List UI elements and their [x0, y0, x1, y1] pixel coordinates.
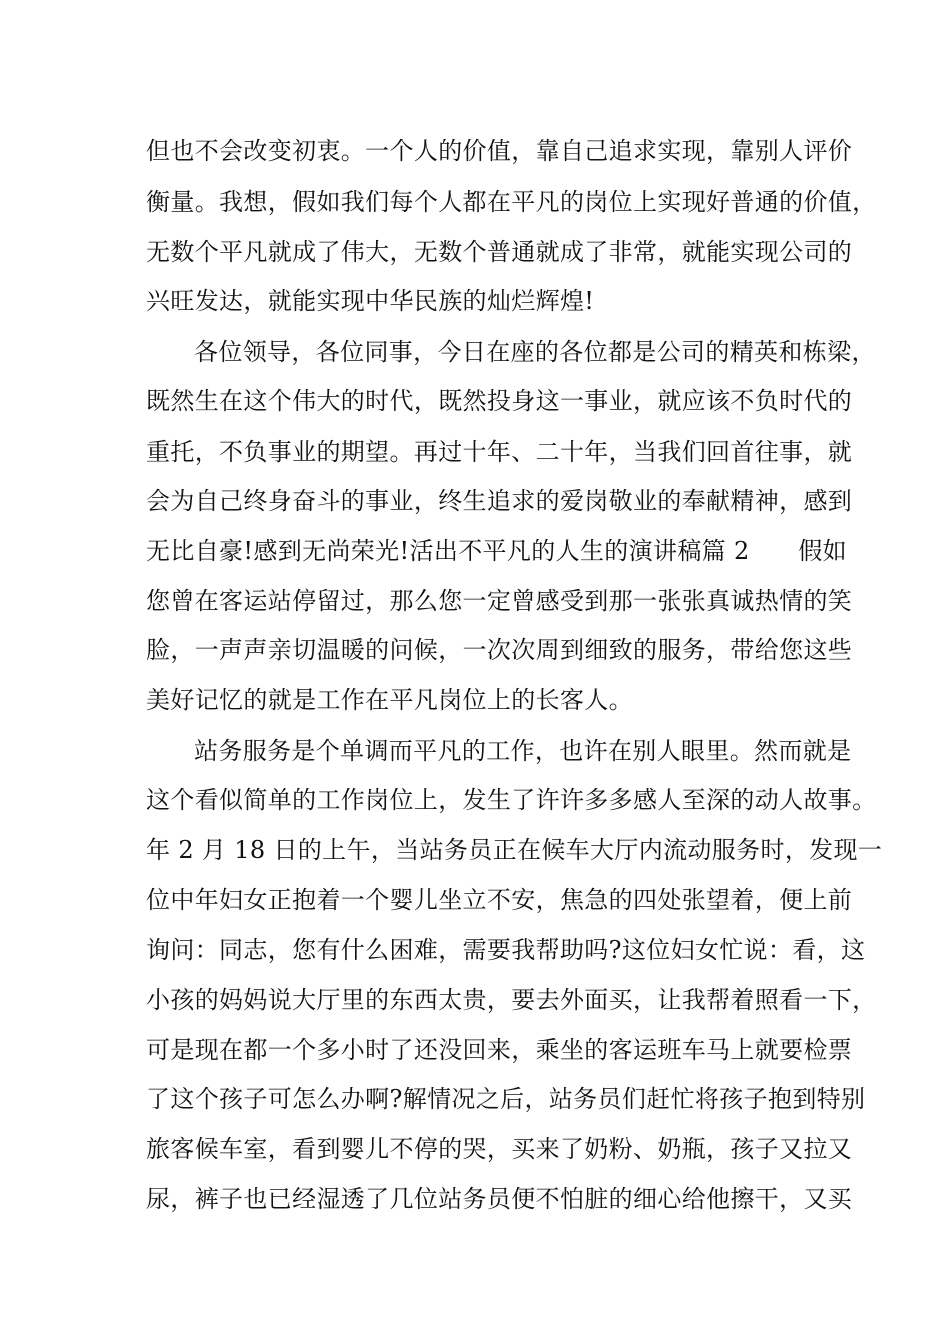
text-line: 询问：同志，您有什么困难，需要我帮助吗?这位妇女忙说：看，这: [146, 936, 866, 964]
text-line: 重托，不负事业的期望。再过十年、二十年，当我们回首往事，就: [146, 438, 853, 466]
text-line: 会为自己终身奋斗的事业，终生追求的爱岗敬业的奉献精神，感到: [146, 487, 853, 515]
text-line: 衡量。我想，假如我们每个人都在平凡的岗位上实现好普通的价值，: [146, 188, 877, 216]
text-line: 脸，一声声亲切温暖的问候，一次次周到细致的服务，带给您这些: [146, 636, 853, 664]
text-line: 这个看似简单的工作岗位上，发生了许许多多感人至深的动人故事。: [146, 786, 877, 814]
text-line: 但也不会改变初衷。一个人的价值，靠自己追求实现，靠别人评价: [146, 137, 853, 165]
text-line: 可是现在都一个多小时了还没回来，乘坐的客运班车马上就要检票: [146, 1036, 853, 1064]
text-line: 尿，裤子也已经湿透了几位站务员便不怕脏的细心给他擦干，又买: [146, 1185, 853, 1213]
text-line: 了这个孩子可怎么办啊?解情况之后，站务员们赶忙将孩子抱到特别: [146, 1085, 866, 1113]
text-line: 无数个平凡就成了伟大，无数个普通就成了非常，就能实现公司的: [146, 238, 853, 266]
text-line: 位中年妇女正抱着一个婴儿坐立不安，焦急的四处张望着，便上前: [146, 886, 853, 914]
paragraph-first-line: 站务服务是个单调而平凡的工作，也许在别人眼里。然而就是: [194, 737, 852, 765]
text-line: 无比自豪!感到无尚荣光!活出不平凡的人生的演讲稿篇 2 假如: [146, 537, 848, 565]
paragraph-first-line: 各位领导，各位同事，今日在座的各位都是公司的精英和栋梁，: [194, 338, 876, 366]
text-line: 兴旺发达，就能实现中华民族的灿烂辉煌!: [146, 287, 595, 315]
text-line: 您曾在客运站停留过，那么您一定曾感受到那一张张真诚热情的笑: [146, 587, 853, 615]
text-line: 年 2 月 18 日的上午，当站务员正在候车大厅内流动服务时，发现一: [146, 836, 883, 864]
text-line: 美好记忆的就是工作在平凡岗位上的长客人。: [146, 686, 633, 714]
text-line: 旅客候车室，看到婴儿不停的哭，买来了奶粉、奶瓶，孩子又拉又: [146, 1135, 853, 1163]
text-line: 小孩的妈妈说大厅里的东西太贵，要去外面买，让我帮着照看一下，: [146, 986, 877, 1014]
text-line: 既然生在这个伟大的时代，既然投身这一事业，就应该不负时代的: [146, 387, 853, 415]
